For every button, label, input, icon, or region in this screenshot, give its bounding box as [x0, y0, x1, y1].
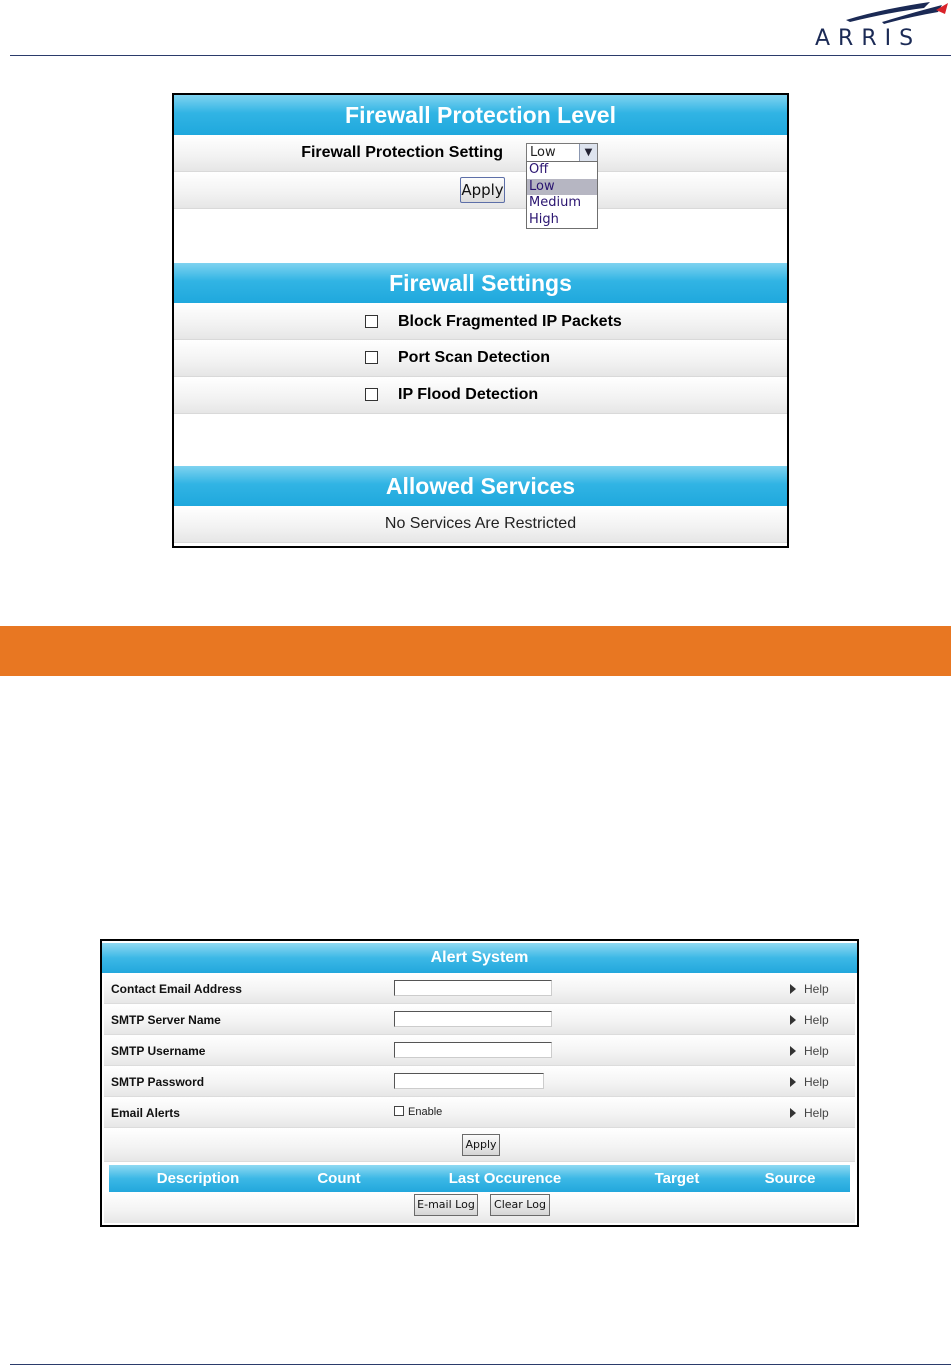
smtp-username-label: SMTP Username [111, 1044, 206, 1058]
ip-flood-checkbox[interactable] [365, 388, 378, 401]
smtp-username-row [104, 1035, 855, 1066]
help-link[interactable] [790, 1075, 829, 1089]
firewall-setting-label: Firewall Protection Setting [301, 144, 503, 161]
ip-flood-label: IP Flood Detection [398, 386, 539, 403]
check-row-portscan [174, 340, 787, 377]
log-col-last-occurence: Last Occurence [448, 1170, 562, 1187]
smtp-password-label: SMTP Password [111, 1075, 205, 1089]
firewall-level-title: Firewall Protection Level [174, 95, 787, 135]
email-alerts-label: Email Alerts [111, 1106, 180, 1120]
firewall-settings-title: Firewall Settings [174, 263, 787, 303]
alert-system-panel [100, 939, 859, 1227]
contact-email-row [104, 973, 855, 1004]
dropdown-option-medium[interactable]: Medium [529, 195, 581, 210]
check-row-fragmented [174, 303, 787, 340]
log-actions-row [104, 1192, 855, 1223]
check-row-ipflood [174, 377, 787, 414]
log-col-target: Target [654, 1170, 700, 1187]
firewall-level-selected-value: Low [530, 145, 556, 160]
allowed-services-text: No Services Are Restricted [384, 515, 577, 532]
firewall-level-select[interactable] [526, 143, 598, 163]
email-alerts-row [104, 1097, 855, 1128]
log-table-header [109, 1165, 850, 1192]
firewall-panel [172, 93, 789, 548]
contact-email-label: Contact Email Address [111, 982, 242, 996]
brand-logo-text: ARRIS [815, 26, 922, 51]
smtp-server-label: SMTP Server Name [111, 1013, 221, 1027]
log-col-description: Description [156, 1170, 240, 1187]
port-scan-checkbox[interactable] [365, 351, 378, 364]
smtp-username-input[interactable] [394, 1042, 552, 1058]
dropdown-option-off[interactable]: Off [529, 162, 549, 177]
triangle-right-icon [790, 984, 796, 994]
clear-log-button[interactable]: Clear Log [490, 1194, 550, 1216]
dropdown-option-low[interactable]: Low [527, 179, 597, 196]
help-label: Help [804, 1044, 829, 1058]
triangle-right-icon [790, 1015, 796, 1025]
port-scan-label: Port Scan Detection [398, 349, 551, 366]
smtp-password-row [104, 1066, 855, 1097]
contact-email-input[interactable] [394, 980, 552, 996]
dropdown-option-high[interactable]: High [529, 211, 559, 227]
help-label: Help [804, 1106, 829, 1120]
help-label: Help [804, 982, 829, 996]
chevron-down-icon[interactable]: ▼ [579, 144, 597, 162]
help-link[interactable] [790, 1044, 829, 1058]
alert-apply-row [104, 1128, 855, 1162]
alert-apply-button[interactable]: Apply [462, 1134, 500, 1156]
smtp-server-row [104, 1004, 855, 1035]
section-heading-band [0, 626, 951, 676]
help-label: Help [804, 1075, 829, 1089]
help-link[interactable] [790, 982, 829, 996]
email-log-button[interactable]: E-mail Log [414, 1194, 478, 1216]
email-alerts-enable-checkbox[interactable] [394, 1106, 404, 1116]
triangle-right-icon [790, 1108, 796, 1118]
firewall-level-dropdown[interactable] [526, 161, 598, 229]
alert-system-title: Alert System [102, 943, 857, 973]
log-col-source: Source [764, 1170, 816, 1187]
block-fragmented-label: Block Fragmented IP Packets [398, 313, 622, 330]
smtp-server-input[interactable] [394, 1011, 552, 1027]
block-fragmented-checkbox[interactable] [365, 315, 378, 328]
firewall-apply-row [174, 172, 787, 209]
help-link[interactable] [790, 1106, 829, 1120]
smtp-password-input[interactable] [394, 1073, 544, 1089]
triangle-right-icon [790, 1046, 796, 1056]
triangle-right-icon [790, 1077, 796, 1087]
email-alerts-enable-label: Enable [408, 1106, 443, 1118]
header-divider [10, 55, 951, 56]
help-link[interactable] [790, 1013, 829, 1027]
allowed-services-row [174, 506, 787, 543]
footer-divider [10, 1364, 951, 1365]
firewall-apply-button[interactable]: Apply [460, 177, 505, 203]
allowed-services-title: Allowed Services [174, 466, 787, 506]
firewall-setting-row [174, 135, 787, 172]
log-col-count: Count [317, 1170, 361, 1187]
help-label: Help [804, 1013, 829, 1027]
